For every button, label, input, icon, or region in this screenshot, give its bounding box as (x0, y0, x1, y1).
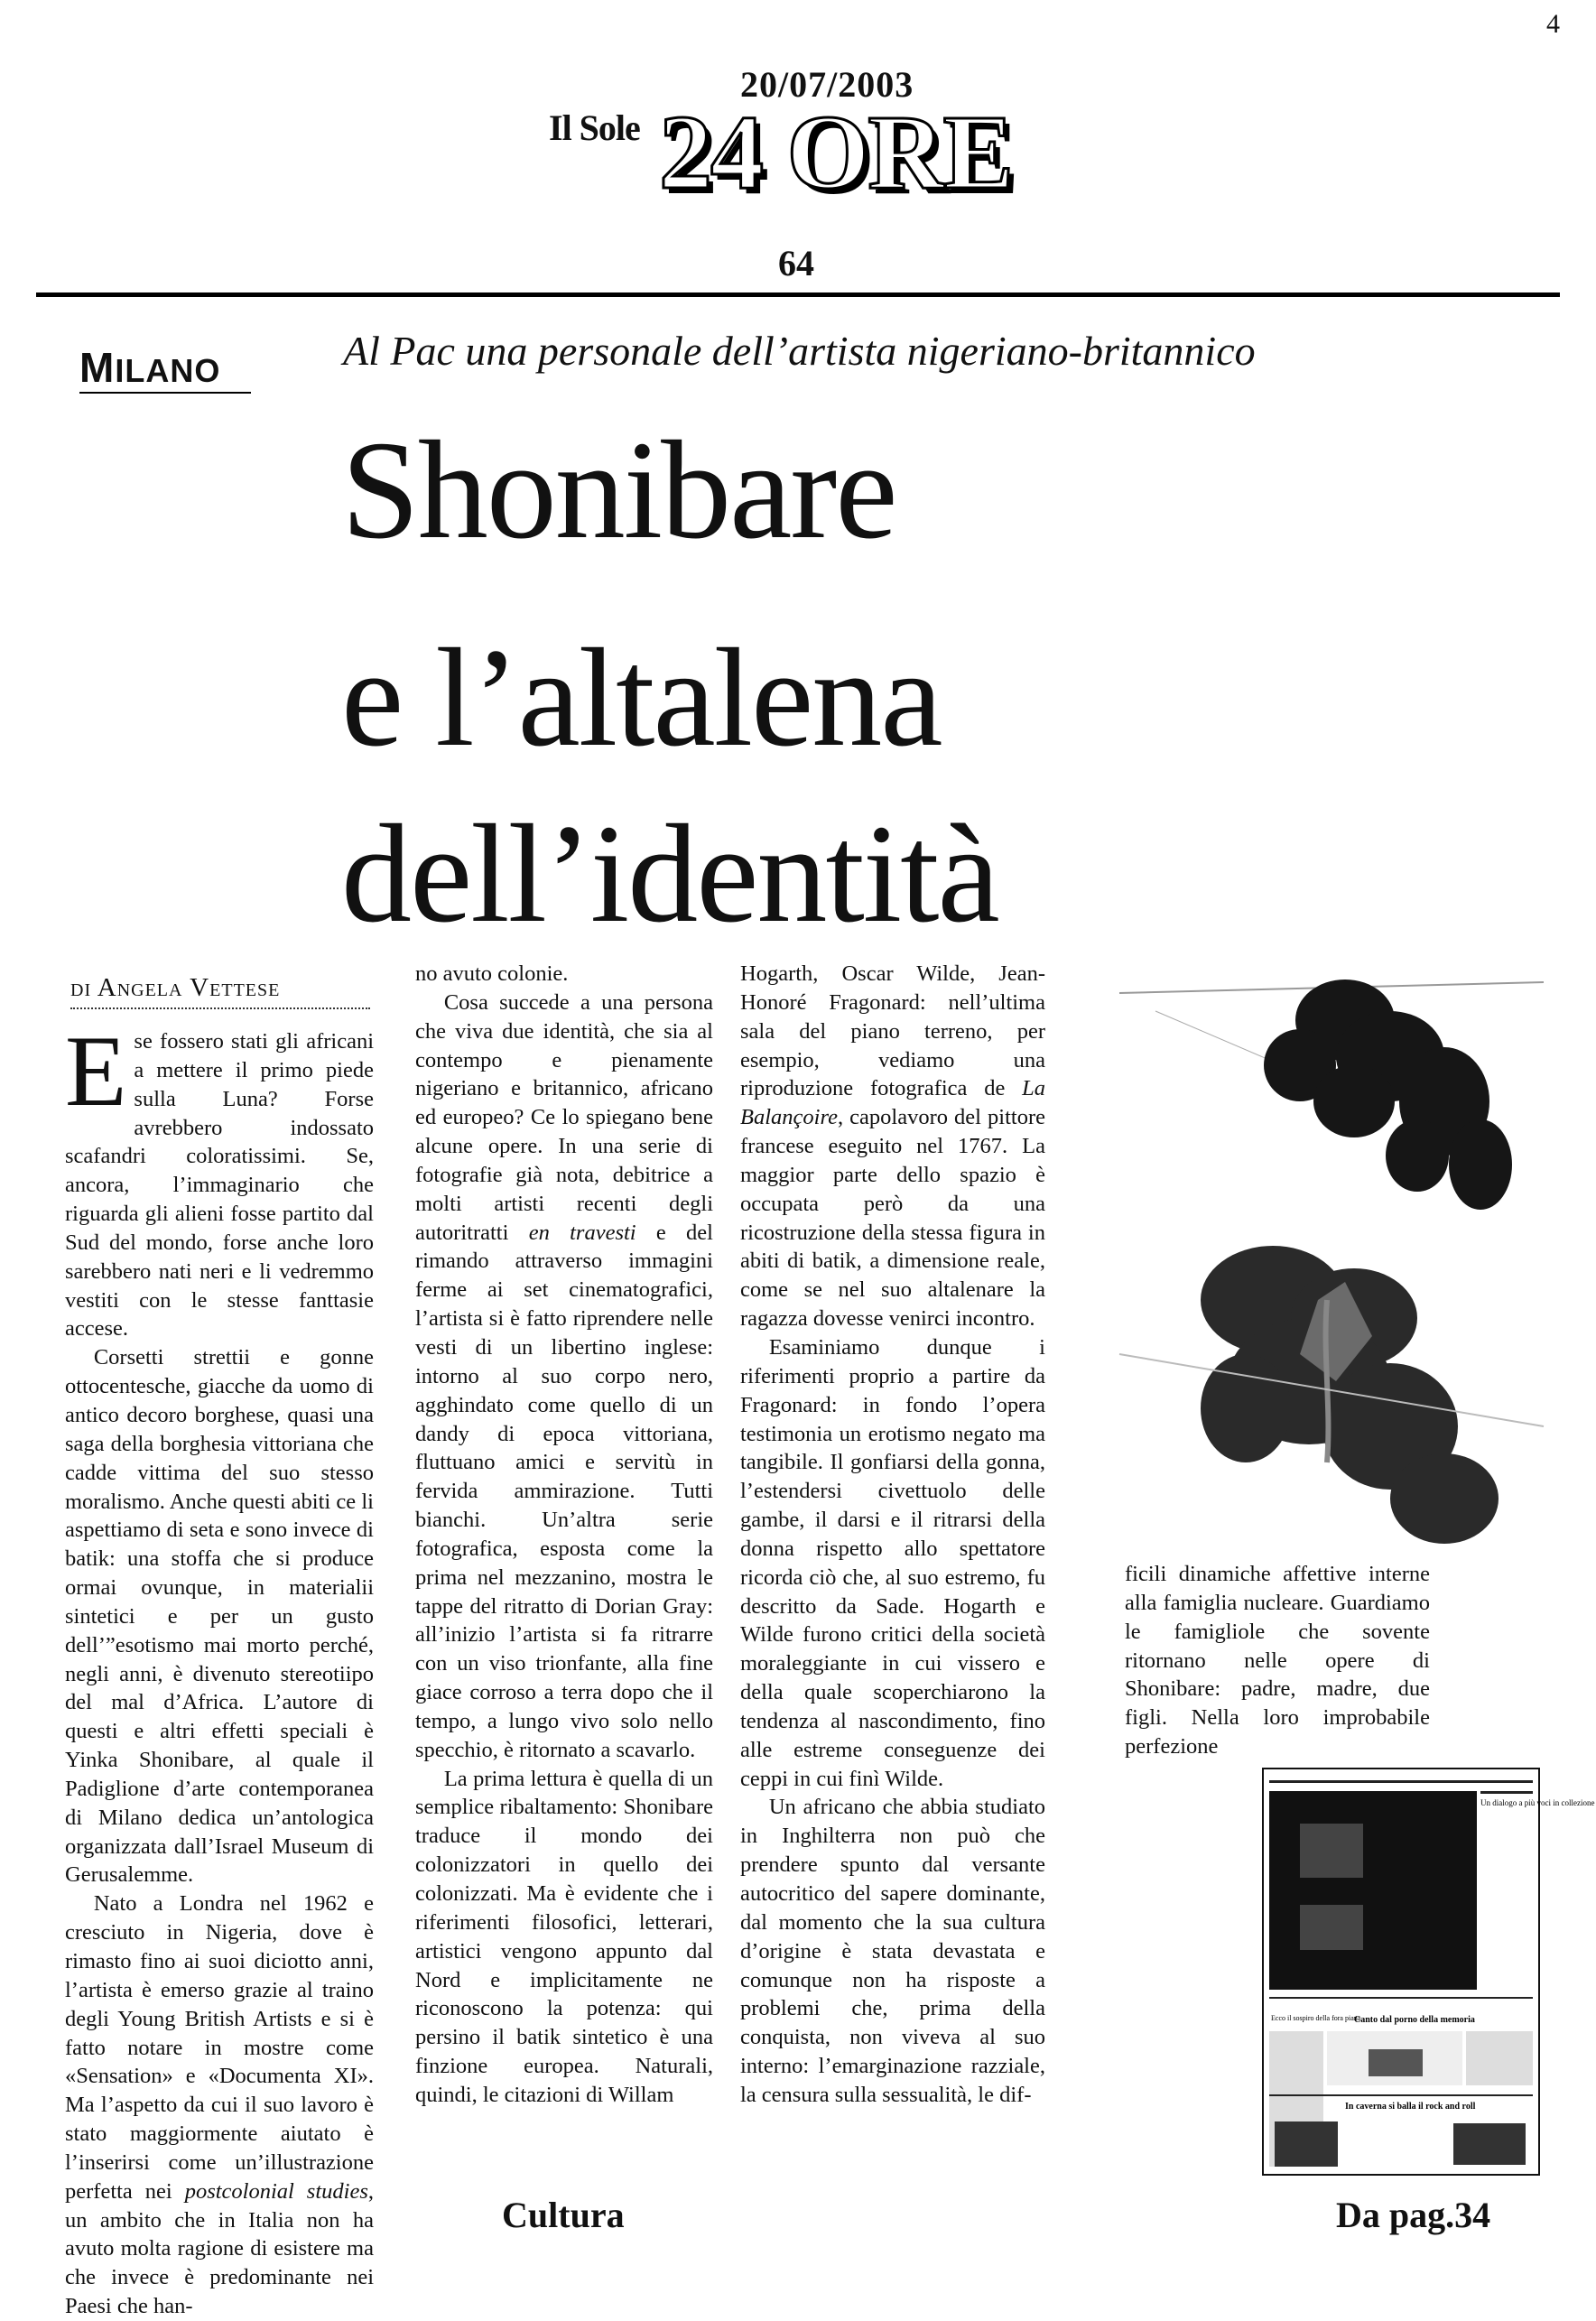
paragraph-text: Hogarth, Oscar Wilde, Jean-Honoré Fragonard: nell’ultima sala del piano terreno, per esempio, vediamo una riproduzione fotografica de (740, 961, 1045, 1101)
drop-cap: E (65, 1016, 127, 1128)
thumbnail-headline-left: Ecco il sospiro della fora piana (1271, 2014, 1361, 2022)
paragraph (415, 989, 713, 1765)
section-label-initial: M (79, 344, 116, 391)
paragraph (65, 1889, 374, 2321)
paragraph: Corsetti strettii e gonne ottocentesche, giacche da uomo di antico decoro borghese, quasi una saga della borghesia vittoriana che cadde vittima del suo stesso moralismo. Anche questi abiti ce li aspettiamo di seta e sono invece di batik: una stoffa che si produce ormai ovunque, in materialii sintetici e per un gusto dell’”esotismo mai morto perché, negli anni, è divenuto stereotiipo del mal d’Africa. L’autore di questi e altri effetti speciali è Yinka Shonibare, al quale il Padiglione d’arte contemporanea di Milano dedica un’antologica organizzata dall’Israel Museum di Gerusalemme. (65, 1345, 374, 1888)
paragraph-text: Cosa succede a una persona che viva due identità, che sia al contempo e pienamente nigeriano e britannico, africano ed europeo? Ce lo spiegano bene alcune opere. In una serie di fotografie già nota, debitrice a molti artisti recenti degli autoritratti (415, 989, 713, 1245)
italic-term: en travesti (528, 1220, 636, 1245)
section-label-rest: ILANO (115, 352, 221, 389)
article-column-2 (415, 960, 713, 2110)
paragraph: La prima lettura è quella di un semplice ribaltamento: Shonibare traduce il mondo dei colonizzatori in quello dei colonizzati. Ma è evidente che i riferimenti filosofici, letterari, artistici vengono appunto dal Nord e implicitamente ne riconoscono la potenza: qui persino il batik sintetico è una finzione europea. Naturali, quindi, le citazioni di Willam (415, 1766, 713, 2107)
page-number: 4 (1546, 9, 1560, 39)
paragraph: Esaminiamo dunque i riferimenti proprio a partire da Fragonard: in fondo l’opera testimonia un erotismo negato ma tangibile. Il gonfiarsi della gonna, l’estendersi civettuolo delle gambe, il darsi e il ritrarsi della donna rispetto allo spettatore ricorda ciò che, al suo estremo, fu descritto da Sade. Hogarth e Wilde furono critici della società moraleggiante in cui vissero e della quale scoperchiarono la tendenza al nascondimento, fino alle estreme conseguenze dei ceppi in cui finì Wilde. (740, 1334, 1045, 1791)
header-divider (36, 292, 1560, 297)
headline-line-3: dell’identità (341, 795, 998, 952)
headline-line-2: e l’altalena (341, 619, 942, 775)
article-column-1 (65, 1016, 374, 2321)
paragraph-text: se fossero stati gli africani a mettere il primo piede sulla Luna? Forse avrebbero indossato scafandri coloratissimi. Se, ancora, l’immaginario che riguarda gli alieni fosse partito dal Sud del mondo, forse anche loro sarebbero nati neri e li vedremmo vestiti con le stesse fanttasie accese. (65, 1029, 374, 1342)
footer-continuation: Da pag.34 (1336, 2195, 1491, 2235)
publication-date: 20/07/2003 (740, 64, 914, 105)
paragraph-text: Nato a Londra nel 1962 e cresciuto in Nigeria, dove è rimasto fino ai suoi diciotto anni, l’artista è emerso grazie al traino degli Young British Artists e si è fatto notare in mostre come «Sensation» e «Documenta XI». Ma l’aspetto da cui il suo lavoro è stato maggiormente aiutato è l’inserirsi come un’illustrazione perfetta nei (65, 1891, 374, 2204)
paragraph: no avuto colonie. (415, 961, 569, 986)
section-underline (79, 392, 251, 394)
masthead-logo: 24 ORE (659, 93, 1013, 211)
italic-term: postcolonial studies (184, 2178, 368, 2204)
newspaper-page-number: 64 (778, 243, 814, 283)
paragraph (740, 960, 1045, 1333)
article-column-4 (1125, 1560, 1430, 1761)
artwork-photo (1119, 957, 1544, 1553)
paragraph-text: , un ambito che in Italia non ha avuto molta ragione di esistere ma che invece è predominante nei Paesi che han- (65, 2178, 374, 2319)
thumbnail-headline-right: Un dialogo a più voci in collezione (1480, 1798, 1595, 1807)
thumbnail-headline-mid: Canto dal porno della memoria (1354, 2015, 1475, 2025)
headline-line-1: Shonibare (341, 412, 896, 568)
masthead-name-small: Il Sole (549, 107, 640, 148)
paragraph-text: e del rimando attraverso immagini ferme ai set cinematografici, l’artista si è fatto riprendere nelle vesti di un libertino inglese: intorno al suo corpo nero, agghindato come quello di un dandy di epoca vittoriana, fluttuano amici e servitù in fervida ammirazione. Tutti bianchi. Un’altra serie fotografica, esposta come la prima nel mezzanino, mostra le tappe del ritratto di Dorian Gray: all’inizio l’artista si fa ritrarre con un viso trionfante, alla fine giace corroso a terra dopo che il tempo, a lungo vivo solo nello specchio, è ritornato a scavarlo. (415, 1220, 713, 1762)
related-page-thumbnail (1262, 1768, 1595, 2176)
byline: di Angela Vettese (70, 973, 281, 1002)
paragraph: Un africano che abbia studiato in Inghilterra non può che prendere spunto dal versante autocritico del sapere dominante, dal momento che la sua cultura d’origine è stata devastata e comunque non ha risposte a problemi che, prima della conquista, non viveva al suo interno: l’emarginazione razziale, la censura sulla sessualità, le dif- (740, 1795, 1045, 2107)
article-column-3 (740, 960, 1045, 2110)
italic-term: La Balançoire (740, 1076, 1045, 1130)
article-kicker: Al Pac una personale dell’artista nigeriano-britannico (343, 328, 1256, 374)
section-label (79, 343, 220, 392)
paragraph: ficili dinamiche affettive interne alla famiglia nucleare. Guardiamo le famigliole che sovente ritornano nelle opere di Shonibare: padre, madre, due figli. Nella loro improbabile perfezione (1125, 1562, 1430, 1759)
byline-divider (70, 1007, 370, 1009)
footer-section: Cultura (502, 2195, 625, 2235)
paragraph (65, 1016, 374, 1343)
paragraph-text: , capolavoro del pittore francese eseguito nel 1767. La maggior parte dello spazio è occupata però da una ricostruzione della stessa figura in abiti di batik, a dimensione reale, come se nel suo altalenare la ragazza dovesse venirci incontro. (740, 1105, 1045, 1332)
thumbnail-headline-bottom: In caverna si balla il rock and roll (1345, 2102, 1476, 2112)
